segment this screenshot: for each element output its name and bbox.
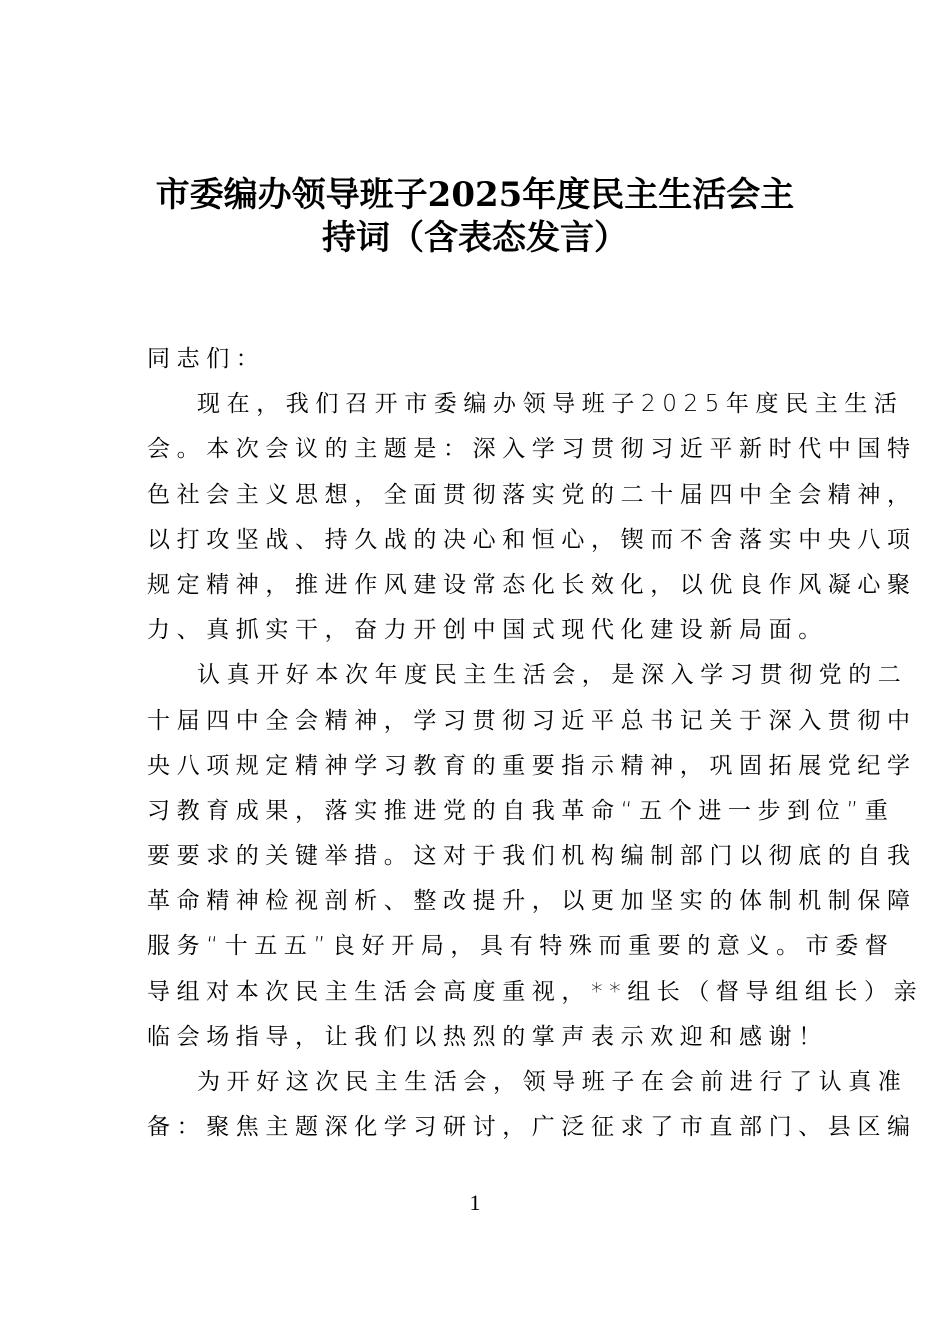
paragraph-line: 习教育成果，落实推进党的自我革命“五个进一步到位”重 (147, 797, 895, 824)
paragraph-line: 现在，我们召开市委编办领导班子2025年度民主生活 (197, 391, 904, 418)
paragraph-line: 力、真抓实干，奋力开创中国式现代化建设新局面。 (147, 617, 828, 644)
paragraph-line: 色社会主义思想，全面贯彻落实党的二十届四中全会精神， (147, 481, 917, 508)
paragraph-line: 认真开好本次年度民主生活会，是深入学习贯彻党的二 (197, 662, 908, 689)
document-title-line-2: 持词（含表态发言） (322, 218, 628, 258)
paragraph-line: 会。本次会议的主题是：深入学习贯彻习近平新时代中国特 (147, 436, 917, 463)
paragraph-line: 临会场指导，让我们以热烈的掌声表示欢迎和感谢！ (147, 1023, 828, 1050)
paragraph-line: 要要求的关键举措。这对于我们机构编制部门以彻底的自我 (147, 843, 917, 870)
paragraph-line: 为开好这次民主生活会，领导班子在会前进行了认真准 (197, 1069, 908, 1095)
paragraph-line: 规定精神，推进作风建设常态化长效化，以优良作风凝心聚 (147, 571, 917, 598)
paragraph-line: 导组对本次民主生活会高度重视，**组长（督导组组长）亲 (147, 978, 924, 1005)
paragraph-2 (147, 653, 924, 1060)
paragraph-line: 备：聚焦主题深化学习研讨，广泛征求了市直部门、县区编 (147, 1114, 917, 1141)
paragraph-line: 十届四中全会精神，学习贯彻习近平总书记关于深入贯彻中 (147, 707, 917, 734)
paragraph-line: 央八项规定精神学习教育的重要指示精神，巩固拓展党纪学 (147, 752, 917, 779)
paragraph-line: 革命精神检视剖析、整改提升，以更加坚实的体制机制保障 (147, 888, 917, 915)
page-number: 1 (469, 1190, 481, 1215)
paragraph-1 (147, 382, 917, 653)
document-title-line-1: 市委编办领导班子2025年度民主生活会主 (155, 175, 795, 215)
document-body (147, 337, 924, 1150)
salutation: 同志们： (147, 346, 266, 372)
paragraph-line: 以打攻坚战、持久战的决心和恒心，锲而不舍落实中央八项 (147, 526, 917, 553)
paragraph-line: 服务“十五五”良好开局，具有特殊而重要的意义。市委督 (147, 933, 895, 960)
paragraph-3 (147, 1060, 917, 1150)
